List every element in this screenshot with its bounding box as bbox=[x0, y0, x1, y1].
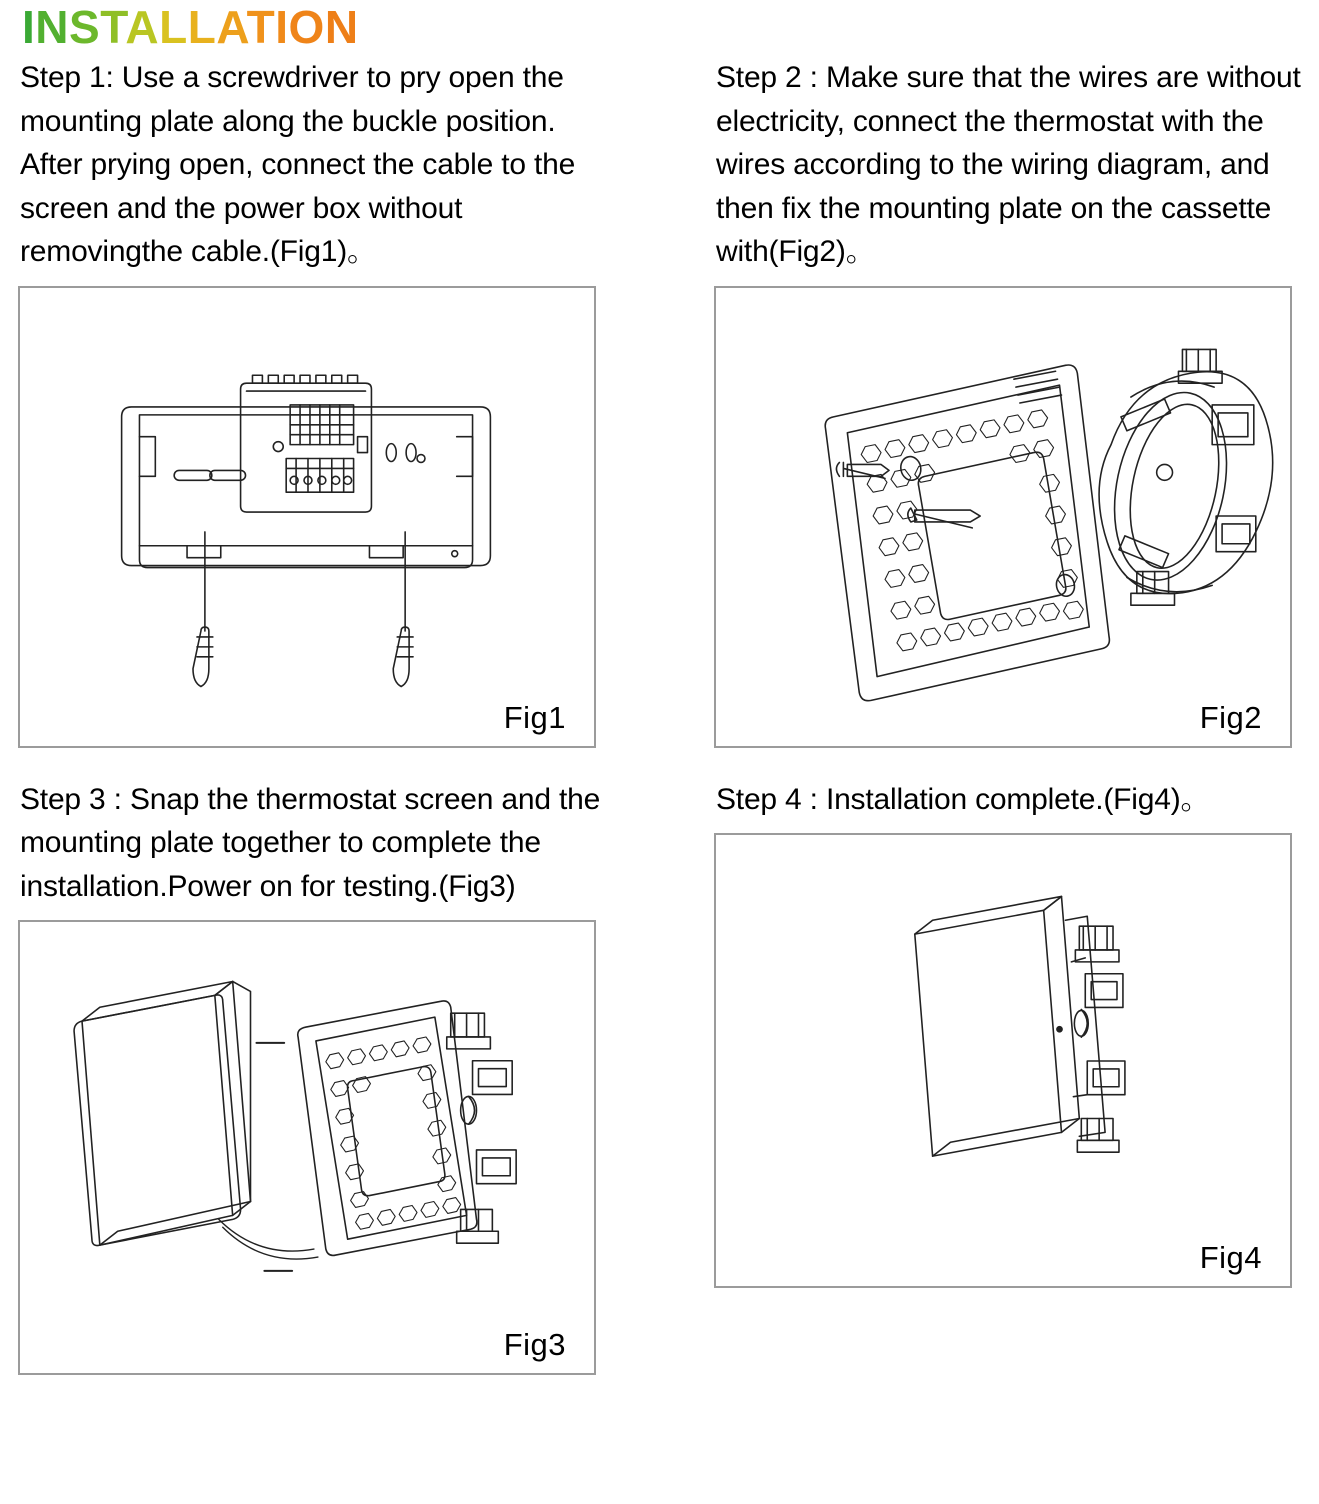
title-letter: I bbox=[22, 1, 36, 53]
figure-2-drawing bbox=[716, 288, 1290, 746]
figure-2-label: Fig2 bbox=[1199, 699, 1262, 735]
step-1-column bbox=[18, 56, 602, 748]
title-letter: L bbox=[159, 1, 188, 53]
figure-2 bbox=[714, 286, 1292, 748]
title-letter: N bbox=[324, 1, 359, 53]
step-4-column bbox=[714, 778, 1301, 1376]
figure-1-label: Fig1 bbox=[503, 699, 566, 735]
title-letter: N bbox=[35, 1, 70, 53]
installation-page bbox=[0, 1, 1319, 1504]
title-letter: A bbox=[125, 1, 160, 53]
step-3-column bbox=[18, 778, 602, 1376]
figure-1 bbox=[18, 286, 596, 748]
title-letter: O bbox=[288, 1, 325, 53]
title-letter: A bbox=[216, 1, 247, 53]
title-letter: T bbox=[246, 1, 276, 53]
step-1-text: Step 1: Use a screwdriver to pry open the mounting plate along the buckle position. After prying open, connect the cable to the screen and the power box without removingthe cable.(Fig1)。 bbox=[20, 61, 576, 268]
step-2-text: Step 2 : Make sure that the wires are without electricity, connect the thermostat with the wires according to the wiring diagram, and then fix the mounting plate on the cassette with(Fig2)。 bbox=[716, 61, 1301, 268]
step-2-column bbox=[714, 56, 1301, 748]
title-letter: I bbox=[275, 1, 289, 53]
figure-1-drawing bbox=[20, 288, 594, 746]
figure-4 bbox=[714, 833, 1292, 1288]
figure-3-drawing bbox=[20, 922, 594, 1373]
steps-grid bbox=[18, 56, 1301, 1375]
figure-4-drawing bbox=[716, 835, 1290, 1286]
figure-3-label: Fig3 bbox=[503, 1327, 566, 1362]
step-4-text: Step 4 : Installation complete.(Fig4)。 bbox=[716, 782, 1211, 816]
page-title bbox=[22, 1, 1301, 53]
title-letter: T bbox=[100, 1, 126, 53]
figure-3 bbox=[18, 920, 596, 1375]
title-letter: L bbox=[187, 1, 217, 53]
title-letter: S bbox=[69, 1, 101, 53]
step-3-text: Step 3 : Snap the thermostat screen and the mounting plate together to complete the installation.Power on for testing.(Fig3) bbox=[20, 782, 601, 903]
figure-4-label: Fig4 bbox=[1199, 1240, 1262, 1275]
